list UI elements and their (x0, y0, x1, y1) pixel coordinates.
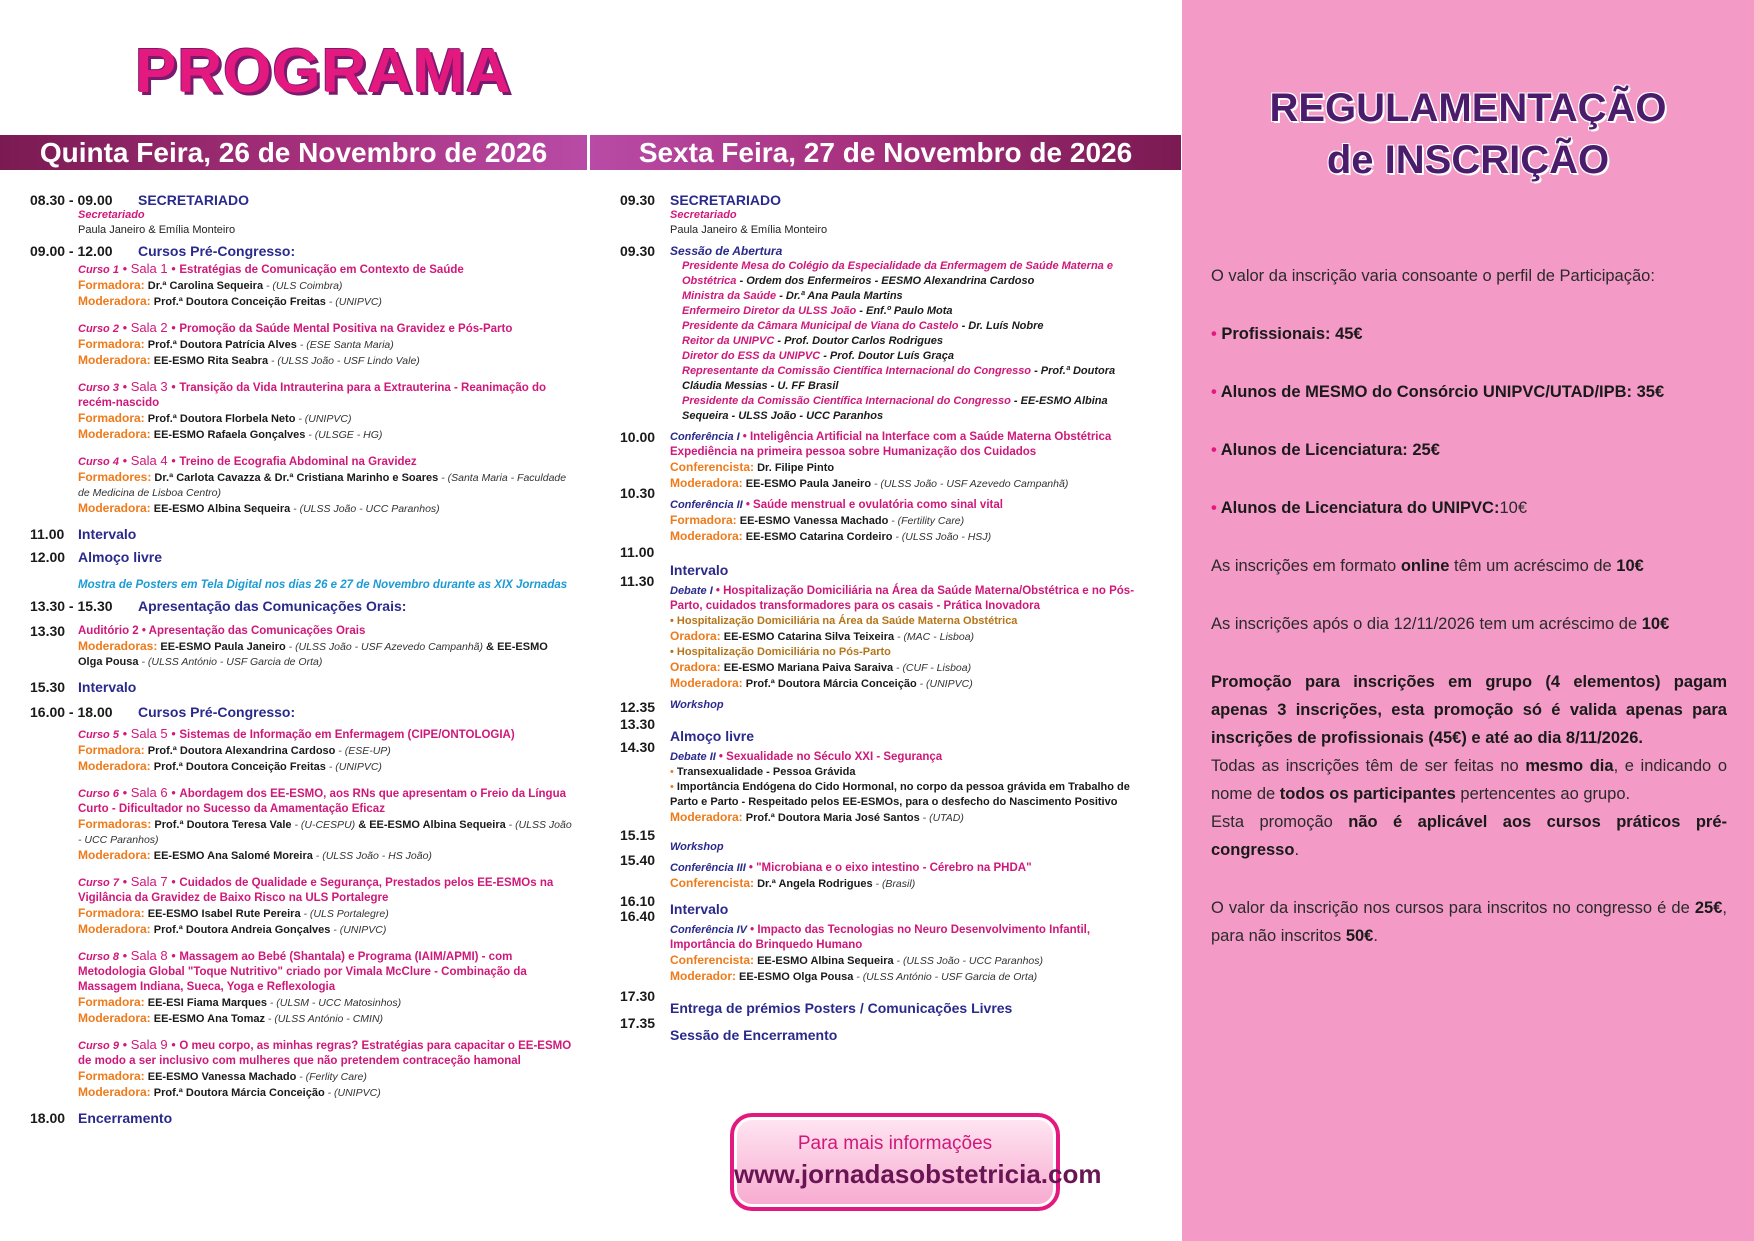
affiliation: - (ESE Santa Maria) (296, 339, 394, 351)
role-label: Moderadora: (78, 848, 151, 862)
person: EE-ESMO Albina Sequeira (369, 819, 506, 831)
course-name: Sistemas de Informação em Enfermagem (CIPE/ONTOLOGIA) (179, 729, 515, 741)
item-heading: Encerramento (78, 1110, 173, 1126)
person: Prof.ª Doutora Alexandrina Cardoso (144, 745, 336, 757)
course-name: O meu corpo, as minhas regras? Estratégias para capacitar o EE-ESMO de modo a ser inclusivo com mulheres que não pretendem contraceção hamonal (78, 1040, 572, 1067)
schedule-item: 16.40 Conferência IV • Impacto das Tecnologias no Neuro Desenvolvimento Infantil, Importância do Brinquedo Humano Conferencista: EE-ESMO Albina Sequeira - (ULSS João - UCC Paranhos) Moderador: EE-ESMO Olga Pousa - (ULSS António - USF Garcia de Orta) (620, 908, 1091, 983)
schedule-item (30, 705, 575, 720)
promo-text: Promoção para inscrições em grupo (4 elementos) pagam apenas 3 inscrições, esta promoção só é valida apenas para inscrições de profissionais (45€) e até ao dia 8/11/2026. (1211, 673, 1727, 747)
room: • Sala 8 • (118, 948, 180, 963)
time: 11.00 (620, 544, 655, 560)
affiliation: - (ULSS João - USF Azevedo Campanhã) (871, 478, 1069, 490)
posters-note (30, 575, 575, 593)
affiliation: - (ESE-UP) (335, 745, 391, 757)
role-label: Formadores: (78, 470, 152, 484)
price-label: Alunos de MESMO do Consórcio UNIPVC/UTAD/IPB: 35€ (1220, 383, 1665, 401)
role-label: Formadora: (78, 1069, 145, 1083)
role-label: Moderadora: (78, 353, 151, 367)
separator: & (355, 819, 370, 831)
course-title: Curso 7 (78, 877, 119, 889)
course-title: Curso 8 (78, 951, 119, 963)
role-label: Moderador: (670, 969, 736, 983)
affiliation: - (Fertility Care) (888, 515, 965, 527)
item-heading: Cursos Pré-Congresso: (138, 243, 296, 259)
role-label: Moderadora: (670, 529, 743, 543)
affiliation: - (ULSM - UCC Matosinhos) (266, 997, 402, 1009)
schedule-item (30, 1111, 575, 1126)
person: EE-ESMO Rita Seabra (150, 355, 269, 367)
schedule-item (620, 827, 1150, 855)
room: • Sala 1 • (118, 261, 180, 276)
text: . (1294, 841, 1300, 859)
text: 10€ (1616, 557, 1644, 575)
text: , e indicando o nome de (1211, 757, 1727, 803)
course-name: Cuidados de Qualidade e Segurança, Prestados pelos EE-ESMOs na Vigilância da Gravidez de Baixo Risco na ULS Portalegre (78, 877, 554, 904)
late-note (1211, 610, 1727, 638)
affiliation: - (Brasil) (872, 878, 916, 890)
person: Prof.ª Doutora Patrícia Alves (144, 339, 297, 351)
time: 08.30 - 09.00 (30, 192, 113, 208)
person: EE-ESMO Paula Janeiro (742, 478, 872, 490)
role-label: Conferencista: (670, 953, 755, 967)
text: . (1373, 927, 1378, 945)
item-names: Paula Janeiro & Emília Monteiro (78, 224, 236, 236)
price-item: • Alunos de MESMO do Consórcio UNIPVC/UTAD/IPB: 35€ (1211, 383, 1665, 401)
registration-title-line2: de INSCRIÇÃO (1326, 138, 1610, 182)
speaker-role: Reitor da UNIPVC (682, 335, 775, 347)
schedule-item (620, 716, 1150, 744)
speaker-role: Presidente da Câmara Municipal de Viana do Castelo (682, 320, 959, 332)
schedule-item (30, 193, 575, 238)
person: Dr.ª Carlota Cavazza & Dr.ª Cristiana Marinho e Soares (151, 472, 439, 484)
affiliation: - (CUF - Lisboa) (893, 662, 972, 674)
speaker-name: - Dr.ª Ana Paula Martins (776, 290, 903, 302)
affiliation: - (ULSGE - HG) (305, 429, 383, 441)
affiliation: - (ULSS João - HSJ) (892, 531, 992, 543)
person: EE-ESMO Mariana Paiva Saraiva (720, 662, 894, 674)
page-title: PROGRAMA (135, 37, 512, 106)
friday-schedule (620, 193, 1150, 1043)
session-name: Saúde menstrual e ovulatória como sinal vital (753, 499, 1003, 511)
speaker-role: Enfermeiro Diretor da ULSS João (682, 305, 857, 317)
more-info-label: Para mais informações (797, 1133, 993, 1154)
item-heading: Intervalo (78, 679, 137, 695)
session-name: Inteligência Artificial na Interface com a Saúde Materna Obstétrica Expediência na primeira pessoa sobre Humanização dos Cuidados (670, 431, 1112, 458)
schedule-item (30, 244, 575, 259)
text: 10€ (1641, 615, 1670, 633)
list-item (682, 319, 1150, 334)
role-label: Moderadora: (670, 810, 743, 824)
role-label: Formadora: (78, 278, 145, 292)
price-item: • Profissionais: 45€ (1211, 325, 1363, 343)
topic: Hospitalização Domiciliária no Pós-Parto (676, 646, 891, 658)
time: 12.00 (30, 549, 66, 565)
item-heading: Workshop (670, 841, 724, 853)
time: 10.30 (620, 485, 656, 501)
role-label: Conferencista: (670, 460, 755, 474)
room: • Sala 9 • (118, 1037, 180, 1052)
list-item (682, 364, 1150, 394)
schedule-item (620, 698, 1150, 713)
affiliation: - (ULSS António - CMIN) (264, 1013, 384, 1025)
list-item (682, 349, 1150, 364)
session-title: Conferência I (670, 431, 740, 443)
role-label: Formadora: (78, 743, 145, 757)
schedule-item (30, 599, 575, 614)
registration-title (1182, 82, 1754, 186)
affiliation: - (UNIPVC) (324, 1087, 381, 1099)
affiliation: - (Ferlity Care) (296, 1071, 367, 1083)
schedule-item (620, 1015, 1150, 1043)
course-6 (30, 785, 575, 864)
schedule-item (620, 244, 1150, 424)
person: EE-ESMO Ana Tomaz (150, 1013, 265, 1025)
registration-panel (1182, 0, 1754, 1241)
time: 11.30 (620, 573, 655, 589)
time: 10.00 (620, 429, 656, 445)
item-heading: Intervalo (670, 562, 729, 578)
session-title: Debate I (670, 585, 713, 597)
text: online (1400, 557, 1450, 575)
time: 17.30 (620, 988, 656, 1004)
time: 17.35 (620, 1015, 656, 1031)
schedule-item (30, 527, 575, 542)
affiliation: - (ULSS João - HS João) (312, 850, 432, 862)
course-4 (30, 453, 575, 517)
person: EE-ESMO Albina Sequeira (754, 955, 894, 967)
person: EE-ESMO Paula Janeiro (157, 641, 286, 653)
course-name: Massagem ao Bebé (Shantala) e Programa (IAIM/APMI) - com Metodologia Global "Toque Nutritivo" criado por Vimala McClure - Combinação da Massagem Indiana, Sueca, Yoga e Reflexologia (78, 951, 527, 993)
affiliation: - (ULSS António - USF Garcia de Orta) (853, 971, 1038, 983)
affiliation: - (ULSS António - USF Garcia de Orta) (138, 656, 323, 668)
time: 14.30 (620, 739, 656, 755)
text: mesmo dia (1525, 757, 1614, 775)
time: 16.40 (620, 908, 656, 924)
speaker-name: - Prof. Doutor Luís Graça (820, 350, 954, 362)
item-heading: Workshop (670, 699, 724, 711)
person: EE-ESMO Albina Sequeira (150, 503, 291, 515)
room: • Sala 6 • (118, 785, 180, 800)
group-promo (1211, 668, 1727, 864)
role-label: Moderadora: (78, 1011, 151, 1025)
schedule-item (620, 893, 1150, 917)
speaker-role: Diretor do ESS da UNIPVC (682, 350, 821, 362)
session-name: Sexualidade no Século XXI - Segurança (726, 751, 943, 763)
course-2 (30, 320, 575, 369)
course-5 (30, 726, 575, 775)
time: 13.30 (620, 716, 656, 732)
schedule-item: 10.30 Conferência II • Saúde menstrual e ovulatória como sinal vital Formadora: EE-ESMO Vanessa Machado - (Fertility Care) Moderadora: EE-ESMO Catarina Cordeiro - (ULSS João - HSJ) (620, 485, 1003, 543)
role-label: Moderadora: (78, 501, 151, 515)
course-name: Transição da Vida Intrauterina para a Extrauterina - Reanimação do recém-nascido (78, 382, 547, 409)
affiliation: - (ULSS João - UCC Paranhos) (893, 955, 1043, 967)
list-item (682, 334, 1150, 349)
list-item (682, 394, 1150, 424)
affiliation: - (ULS Portalegre) (300, 908, 389, 920)
speaker-role: Presidente Mesa do Colégio da Especialidade da Enfermagem de Saúde Materna e Obstétrica (682, 260, 1113, 287)
role-label: Formadoras: (78, 817, 152, 831)
item-heading: SECRETARIADO (670, 192, 781, 208)
speaker-name: - EE-ESMO Albina Sequeira - ULSS João - UCC Paranhos (682, 395, 1108, 422)
text: As inscrições após o dia 12/11/2026 tem um acréscimo de (1211, 615, 1642, 633)
room: • Sala 4 • (118, 453, 180, 468)
speaker-role: Representante da Comissão Científica Internacional do Congresso (682, 365, 1032, 377)
promo-text-2 (1211, 752, 1727, 808)
schedule-item (30, 550, 575, 565)
list-item (682, 289, 1150, 304)
time: 16.10 (620, 893, 656, 909)
more-info-banner[interactable] (730, 1113, 1102, 1211)
role-label: Formadora: (78, 995, 145, 1009)
price-label: Alunos de Licenciatura: 25€ (1220, 441, 1440, 459)
item-heading: Intervalo (78, 526, 137, 542)
speaker-role: Presidente da Comissão Científica Internacional do Congresso (682, 395, 1011, 407)
item-heading: Sessão de Abertura (670, 244, 783, 258)
topic: Importância Endógena do Cido Hormonal, no corpo da pessoa grávida em Trabalho de Parto e Parto - Respeitado pelos EE-ESMOs, para o desfecho do Nascimento Positivo (670, 781, 1130, 808)
role-label: Oradora: (670, 660, 721, 674)
posters-text: Mostra de Posters em Tela Digital nos dias 26 e 27 de Novembro durante as XIX Jornadas (78, 579, 568, 591)
person: Prof.ª Doutora Conceição Freitas (150, 296, 326, 308)
price-item: • Alunos de Licenciatura: 25€ (1211, 441, 1440, 459)
day-header-friday: Sexta Feira, 27 de Novembro de 2026 (590, 135, 1181, 170)
item-heading: Apresentação das Comunicações Orais: (138, 598, 407, 614)
time: 15.40 (620, 852, 656, 868)
course-title: Curso 6 (78, 788, 119, 800)
thursday-schedule (30, 193, 575, 1126)
person: Prof.ª Doutora Conceição Freitas (150, 761, 326, 773)
course-title: Curso 5 (78, 729, 119, 741)
time: 09.30 (620, 192, 656, 208)
role-label: Moderadora: (78, 427, 151, 441)
time: 15.30 (30, 679, 66, 695)
course-title: Curso 2 (78, 323, 119, 335)
online-note (1211, 552, 1727, 580)
role-label: Moderadora: (670, 676, 743, 690)
item-heading: Cursos Pré-Congresso: (138, 704, 296, 720)
time: 13.30 - 15.30 (30, 598, 113, 614)
intro-text: O valor da inscrição varia consoante o perfil de Participação: (1211, 267, 1655, 285)
schedule-item (30, 680, 575, 695)
time: 13.30 (30, 623, 66, 639)
course-8 (30, 948, 575, 1027)
schedule-item: 14.30 Debate II • Sexualidade no Século XXI - Segurança • Transexualidade - Pessoa Grávida • Importância Endógena do Cido Hormonal, no corpo da pessoa grávida em Trabalho de Parto e Parto - Respeitado pelos EE-ESMOs, para o desfecho do Nascimento Positivo Moderadora: Prof.ª Doutora Maria José Santos - (UTAD) (620, 739, 1130, 824)
role-label: Moderadora: (78, 922, 151, 936)
person: EE-ESMO Ana Salomé Moreira (150, 850, 313, 862)
person: Prof.ª Doutora Teresa Vale (151, 819, 292, 831)
course-name: Abordagem dos EE-ESMO, aos RNs que apresentam o Freio da Língua Curto - Dificultador no Sucesso da Amamentação Eficaz (78, 788, 566, 815)
session-title: Auditório 2 • Apresentação das Comunicações Orais (78, 625, 366, 637)
item-heading: Almoço livre (78, 549, 163, 565)
time: 11.00 (30, 526, 65, 542)
role-label: Moderadoras: (78, 639, 158, 653)
text: Todas as inscrições têm de ser feitas no (1211, 757, 1526, 775)
course-price-note (1211, 894, 1727, 950)
price-item: • Alunos de Licenciatura do UNIPVC:10€ (1211, 499, 1527, 517)
speaker-name: - Dr. Luís Nobre (958, 320, 1044, 332)
price-value: 10€ (1499, 499, 1527, 517)
text: 50€ (1345, 927, 1374, 945)
person: Prof.ª Doutora Florbela Neto (144, 413, 296, 425)
person: EE-ESI Fiama Marques (144, 997, 267, 1009)
item-heading: SECRETARIADO (138, 192, 249, 208)
person: Dr.ª Carolina Sequeira (144, 280, 264, 292)
opening-speakers (670, 259, 1150, 424)
item-heading: Entrega de prémios Posters / Comunicações Livres (670, 1000, 1013, 1016)
list-item (682, 259, 1150, 289)
role-label: Moderadora: (670, 476, 743, 490)
person: EE-ESMO Isabel Rute Pereira (144, 908, 301, 920)
person: EE-ESMO Vanessa Machado (144, 1071, 297, 1083)
day-header-thursday: Quinta Feira, 26 de Novembro de 2026 (0, 135, 587, 170)
person: EE-ESMO Catarina Silva Teixeira (720, 631, 895, 643)
person: EE-ESMO Olga Pousa (736, 971, 854, 983)
speaker-name: - Enf.º Paulo Mota (856, 305, 953, 317)
time: 09.30 (620, 243, 656, 259)
session-name: "Microbiana e o eixo intestino - Cérebro na PHDA" (756, 862, 1032, 874)
room: • Sala 5 • (118, 726, 180, 741)
session-name: Hospitalização Domiciliária na Área da Saúde Materna/Obstétrica e no Pós-Parto, cuidados transformadores para os casais - Prática Inovadora (670, 585, 1135, 612)
session-title: Conferência II (670, 499, 743, 511)
text: O valor da inscrição nos cursos para inscritos no congresso é de (1211, 899, 1695, 917)
affiliation: - (UNIPVC) (916, 678, 973, 690)
room: • Sala 2 • (118, 320, 180, 335)
schedule-item (30, 624, 575, 670)
time: 09.00 - 12.00 (30, 243, 113, 259)
person: EE-ESMO Olga Pousa (78, 641, 548, 668)
separator: & (483, 641, 498, 653)
person: EE-ESMO Vanessa Machado (736, 515, 889, 527)
person: EE-ESMO Rafaela Gonçalves (150, 429, 306, 441)
person: Dr. Filipe Pinto (754, 462, 835, 474)
speaker-name: - Prof.ª Doutora Cláudia Messias - U. FF Brasil (682, 365, 1116, 392)
affiliation: - (MAC - Lisboa) (894, 631, 975, 643)
affiliation: - (UNIPVC) (295, 413, 352, 425)
course-title: Curso 9 (78, 1040, 119, 1052)
session-title: Debate II (670, 751, 716, 763)
person: EE-ESMO Catarina Cordeiro (742, 531, 893, 543)
course-name: Promoção da Saúde Mental Positiva na Gravidez e Pós-Parto (179, 323, 513, 335)
item-sub: Secretariado (78, 209, 145, 221)
course-title: Curso 1 (78, 264, 119, 276)
affiliation: - (UNIPVC) (330, 924, 387, 936)
affiliation: - (U-CESPU) (291, 819, 356, 831)
time: 15.15 (620, 827, 656, 843)
course-1 (30, 261, 575, 310)
role-label: Moderadora: (78, 294, 151, 308)
role-label: Formadora: (78, 337, 145, 351)
session-title: Conferência III (670, 862, 746, 874)
course-name: Treino de Ecografia Abdominal na Gravidez (179, 456, 417, 468)
schedule-item (620, 988, 1150, 1016)
promo-text-3 (1211, 808, 1727, 864)
course-title: Curso 4 (78, 456, 119, 468)
item-sub: Secretariado (670, 209, 737, 221)
course-name: Estratégias de Comunicação em Contexto de Saúde (179, 264, 464, 276)
text: , para não inscritos (1211, 899, 1727, 945)
role-label: Moderadora: (78, 1085, 151, 1099)
role-label: Oradora: (670, 629, 721, 643)
item-heading: Almoço livre (670, 728, 755, 744)
affiliation: - (UNIPVC) (325, 761, 382, 773)
time: 12.35 (620, 699, 656, 715)
person: Prof.ª Doutora Maria José Santos (742, 812, 920, 824)
time: 16.00 - 18.00 (30, 704, 113, 720)
topic: Hospitalização Domiciliária na Área da Saúde Materna Obstétrica (676, 615, 1018, 627)
room: • Sala 7 • (118, 874, 180, 889)
schedule-item: 10.00 Conferência I • Inteligência Artificial na Interface com a Saúde Materna Obstétrica Expediência na primeira pessoa sobre Humanização dos Cuidados Conferencista: Dr. Filipe Pinto Moderadora: EE-ESMO Paula Janeiro - (ULSS João - USF Azevedo Campanhã) (620, 429, 1112, 490)
speaker-role: Ministra da Saúde (682, 290, 777, 302)
person: Prof.ª Doutora Márcia Conceição (742, 678, 917, 690)
affiliation: - (ULSS João - UCC Paranhos) (78, 819, 572, 846)
course-7 (30, 874, 575, 938)
affiliation: - (ULS Coimbra) (263, 280, 343, 292)
text: não é aplicável aos cursos práticos pré-congresso (1211, 813, 1727, 859)
text: Esta promoção (1211, 813, 1349, 831)
role-label: Formadora: (78, 411, 145, 425)
schedule-item: 15.40 Conferência III • "Microbiana e o eixo intestino - Cérebro na PHDA" Conferencista: Dr.ª Angela Rodrigues - (Brasil) (620, 852, 1032, 890)
text: têm um acréscimo de (1449, 557, 1617, 575)
price-label: Profissionais: 45€ (1221, 325, 1363, 343)
item-names: Paula Janeiro & Emília Monteiro (670, 224, 828, 236)
schedule-item: 11.30 Debate I • Hospitalização Domiciliária na Área da Saúde Materna/Obstétrica e no Pós-Parto, cuidados transformadores para os casais - Prática Inovadora • Hospitalização Domiciliária na Área da Saúde Materna Obstétrica Oradora: EE-ESMO Catarina Silva Teixeira - (MAC - Lisboa) • Hospitalização Domiciliária no Pós-Parto Oradora: EE-ESMO Mariana Paiva Saraiva - (CUF - Lisboa) Moderadora: Prof.ª Doutora Márcia Conceição - (UNIPVC) (620, 573, 1135, 690)
affiliation: - (ULSS João - UCC Paranhos) (290, 503, 440, 515)
schedule-item (620, 544, 1150, 578)
person: Prof.ª Doutora Andreia Gonçalves (150, 924, 331, 936)
affiliation: - (ULSS João - USF Azevedo Campanhã) (285, 641, 483, 653)
session-name: Impacto das Tecnologias no Neuro Desenvolvimento Infantil, Importância do Brinquedo Humano (670, 924, 1091, 951)
affiliation: - (UNIPVC) (325, 296, 382, 308)
speaker-name: - Ordem dos Enfermeiros - EESMO Alexandrina Cardoso (736, 275, 1035, 287)
schedule-item (620, 193, 1150, 238)
time: 18.00 (30, 1110, 66, 1126)
list-item (682, 304, 1150, 319)
affiliation: - (ULSS João - USF Lindo Vale) (268, 355, 420, 367)
person: Dr.ª Angela Rodrigues (754, 878, 873, 890)
role-label: Formadora: (78, 906, 145, 920)
text: As inscrições em formato (1211, 557, 1401, 575)
role-label: Conferencista: (670, 876, 755, 890)
course-title: Curso 3 (78, 382, 119, 394)
role-label: Formadora: (670, 513, 737, 527)
speaker-name: - Prof. Doutor Carlos Rodrigues (774, 335, 943, 347)
item-heading: Sessão de Encerramento (670, 1027, 838, 1043)
course-3 (30, 379, 575, 443)
website-link[interactable]: www.jornadasobstetricia.com (734, 1159, 1102, 1189)
session-title: Conferência IV (670, 924, 748, 936)
affiliation: - (UTAD) (919, 812, 964, 824)
role-label: Moderadora: (78, 759, 151, 773)
text: todos os participantes (1279, 785, 1456, 803)
affiliation: - (Santa Maria - Faculdade de Medicina de Lisboa Centro) (78, 472, 567, 499)
price-label: Alunos de Licenciatura do UNIPVC: (1220, 499, 1500, 517)
registration-body (1211, 262, 1727, 980)
text: pertencentes ao grupo. (1455, 785, 1631, 803)
topic: Transexualidade - Pessoa Grávida (676, 766, 856, 778)
course-9 (30, 1037, 575, 1101)
text: 25€ (1694, 899, 1723, 917)
room: • Sala 3 • (118, 379, 180, 394)
item-heading: Intervalo (670, 901, 729, 917)
registration-title-line1: REGULAMENTAÇÃO (1269, 86, 1667, 130)
person: Prof.ª Doutora Márcia Conceição (150, 1087, 325, 1099)
